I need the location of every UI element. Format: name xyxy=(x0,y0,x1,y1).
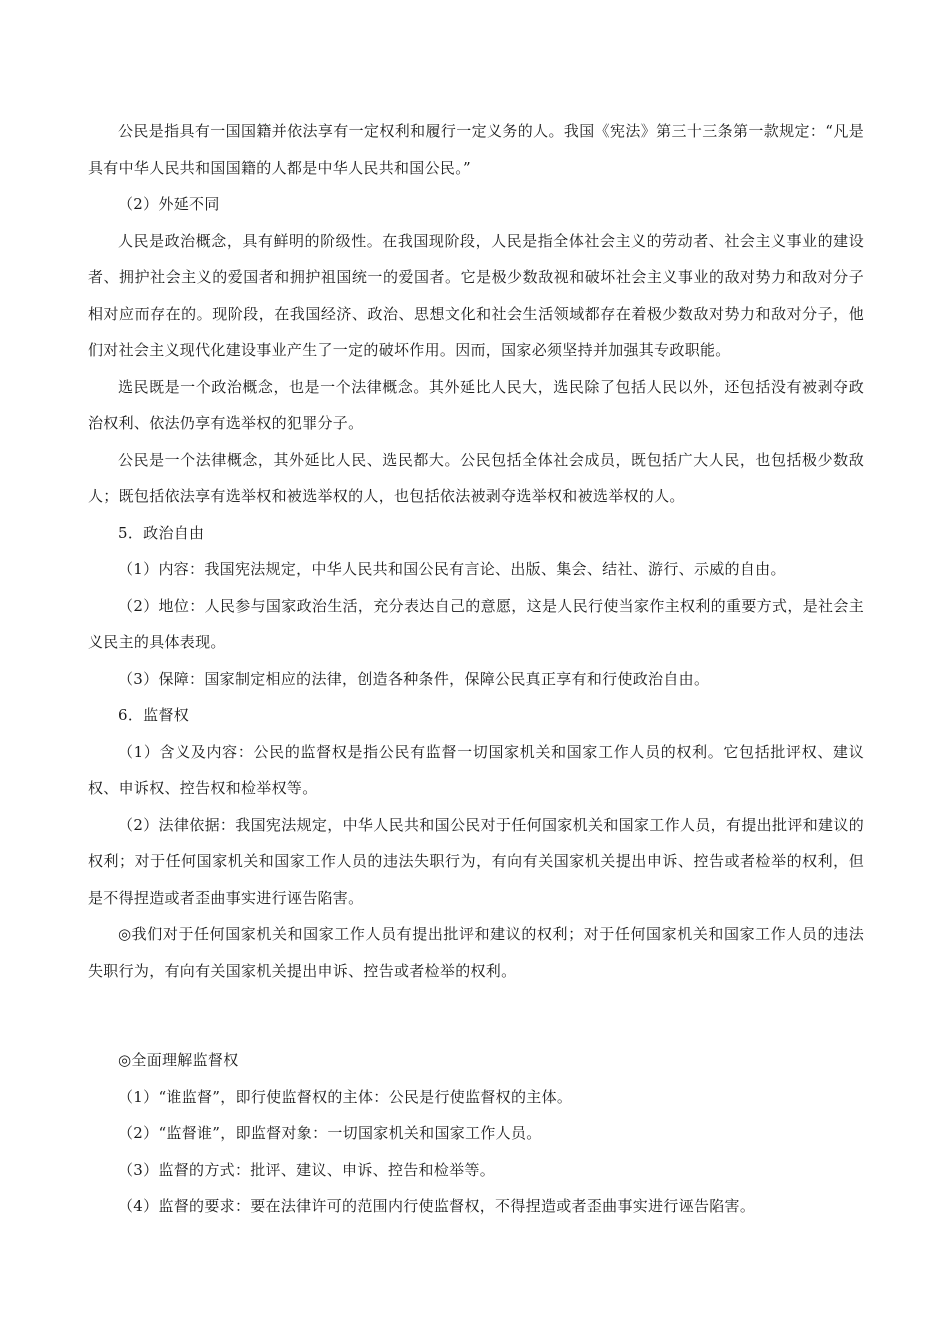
paragraph-voter-concept: 选民既是一个政治概念，也是一个法律概念。其外延比人民大，选民除了包括人民以外，还包括没有被剥夺政治权利、依法仍享有选举权的犯罪分子。 xyxy=(88,377,864,432)
paragraph-citizen-concept: 公民是一个法律概念，其外延比人民、选民都大。公民包括全体社会成员，既包括广大人民，也包括极少数敌人；既包括依法享有选举权和被选举权的人，也包括依法被剥夺选举权和被选举权的人。 xyxy=(88,450,864,505)
paragraph-freedom-guarantee: （3）保障：国家制定相应的法律，创造各种条件，保障公民真正享有和行使政治自由。 xyxy=(118,669,710,688)
list-item-supervision-methods: （3）监督的方式：批评、建议、申诉、控告和检举等。 xyxy=(118,1160,496,1179)
paragraph-supervision-legal-basis: （2）法律依据：我国宪法规定，中华人民共和国公民对于任何国家机关和国家工作人员，有提出批评和建议的权利；对于任何国家机关和国家工作人员的违法失职行为，有向有关国家机关提出申诉、控告或者检举的权利，但是不得捏造或者歪曲事实进行诬告陷害。 xyxy=(88,815,864,907)
paragraph-people-concept: 人民是政治概念，具有鲜明的阶级性。在我国现阶段，人民是指全体社会主义的劳动者、社会主义事业的建设者、拥护社会主义的爱国者和拥护祖国统一的爱国者。它是极少数敌视和破坏社会主义事业的敌对势力和敌对分子相对应而存在的。现阶段，在我国经济、政治、思想文化和社会生活领域都存在着极少数敌对势力和敌对分子，他们对社会主义现代化建设事业产生了一定的破坏作用。因而，国家必须坚持并加强其专政职能。 xyxy=(88,231,864,359)
supervision-understanding-section xyxy=(88,1042,864,1225)
list-item-who-supervises: （1）“谁监督”，即行使监督权的主体：公民是行使监督权的主体。 xyxy=(118,1087,573,1106)
heading-supervision-right: 6．监督权 xyxy=(118,706,190,724)
heading-extension-differs: （2）外延不同 xyxy=(118,195,220,213)
paragraph-citizen-definition: 公民是指具有一国国籍并依法享有一定权利和履行一定义务的人。我国《宪法》第三十三条第一款规定：“凡是具有中华人民共和国国籍的人都是中华人民共和国公民。” xyxy=(88,122,864,177)
paragraph-supervision-meaning: （1）含义及内容：公民的监督权是指公民有监督一切国家机关和国家工作人员的权利。它包括批评权、建议权、申诉权、控告权和检举权等。 xyxy=(88,742,864,797)
heading-understand-supervision: ◎全面理解监督权 xyxy=(118,1051,239,1069)
list-item-supervision-requirements: （4）监督的要求：要在法律许可的范围内行使监督权，不得捏造或者歪曲事实进行诬告陷害。 xyxy=(118,1197,756,1215)
paragraph-supervision-summary: ◎我们对于任何国家机关和国家工作人员有提出批评和建议的权利；对于任何国家机关和国家工作人员的违法失职行为，有向有关国家机关提出申诉、控告或者检举的权利。 xyxy=(88,925,864,980)
list-item-supervise-whom: （2）“监督谁”，即监督对象：一切国家机关和国家工作人员。 xyxy=(118,1124,542,1142)
document-body xyxy=(88,113,864,989)
heading-political-freedom: 5．政治自由 xyxy=(118,523,205,542)
paragraph-freedom-status: （2）地位：人民参与国家政治生活，充分表达自己的意愿，这是人民行使当家作主权利的重要方式，是社会主义民主的具体表现。 xyxy=(88,596,864,651)
paragraph-freedom-content: （1）内容：我国宪法规定，中华人民共和国公民有言论、出版、集会、结社、游行、示威的自由。 xyxy=(118,560,786,578)
